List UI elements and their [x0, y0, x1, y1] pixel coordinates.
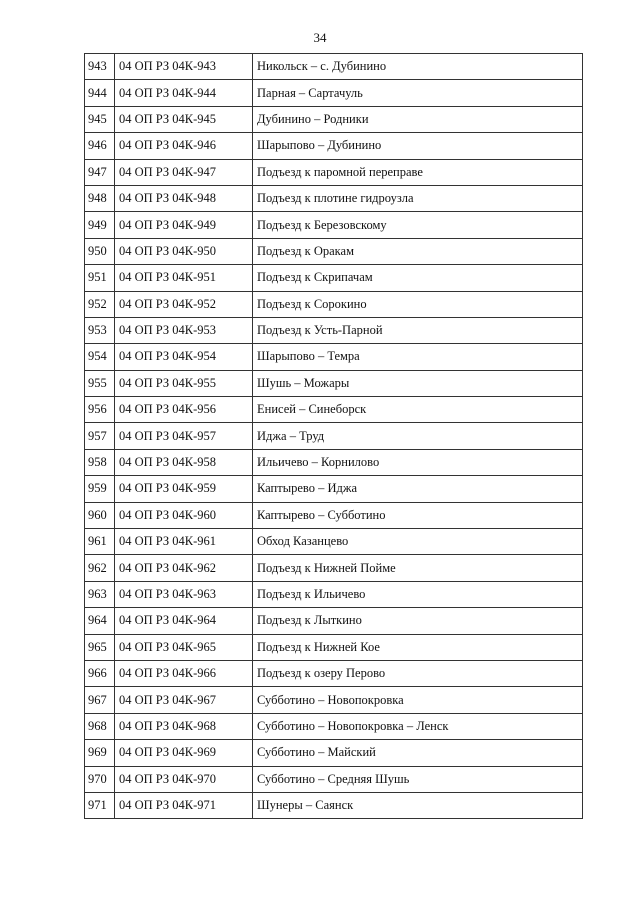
- road-code: 04 ОП РЗ 04К-947: [115, 159, 253, 185]
- roads-table: [84, 53, 583, 819]
- road-code: 04 ОП РЗ 04К-962: [115, 555, 253, 581]
- road-name: Подъезд к Нижней Пойме: [253, 555, 583, 581]
- table-row: [85, 212, 583, 238]
- row-number: 943: [85, 54, 115, 80]
- row-number: 952: [85, 291, 115, 317]
- table-row: [85, 502, 583, 528]
- table-row: [85, 54, 583, 80]
- road-code: 04 ОП РЗ 04К-966: [115, 660, 253, 686]
- table-row: [85, 397, 583, 423]
- road-name: Подъезд к плотине гидроузла: [253, 185, 583, 211]
- road-code: 04 ОП РЗ 04К-958: [115, 449, 253, 475]
- row-number: 970: [85, 766, 115, 792]
- road-code: 04 ОП РЗ 04К-971: [115, 792, 253, 818]
- road-code: 04 ОП РЗ 04К-967: [115, 687, 253, 713]
- road-name: Подъезд к озеру Перово: [253, 660, 583, 686]
- table-row: [85, 291, 583, 317]
- road-code: 04 ОП РЗ 04К-969: [115, 740, 253, 766]
- row-number: 950: [85, 238, 115, 264]
- table-row: [85, 529, 583, 555]
- road-name: Ильичево – Корнилово: [253, 449, 583, 475]
- road-name: Подъезд к Ильичево: [253, 581, 583, 607]
- road-name: Субботино – Новопокровка – Ленск: [253, 713, 583, 739]
- road-code: 04 ОП РЗ 04К-948: [115, 185, 253, 211]
- road-code: 04 ОП РЗ 04К-952: [115, 291, 253, 317]
- table-row: [85, 660, 583, 686]
- row-number: 951: [85, 265, 115, 291]
- road-code: 04 ОП РЗ 04К-957: [115, 423, 253, 449]
- road-name: Подъезд к Скрипачам: [253, 265, 583, 291]
- row-number: 965: [85, 634, 115, 660]
- table-row: [85, 449, 583, 475]
- row-number: 966: [85, 660, 115, 686]
- row-number: 955: [85, 370, 115, 396]
- table-row: [85, 106, 583, 132]
- table-row: [85, 555, 583, 581]
- table-row: [85, 265, 583, 291]
- table-row: [85, 476, 583, 502]
- road-code: 04 ОП РЗ 04К-961: [115, 529, 253, 555]
- road-code: 04 ОП РЗ 04К-959: [115, 476, 253, 502]
- road-code: 04 ОП РЗ 04К-960: [115, 502, 253, 528]
- road-name: Енисей – Синеборск: [253, 397, 583, 423]
- row-number: 963: [85, 581, 115, 607]
- road-code: 04 ОП РЗ 04К-946: [115, 133, 253, 159]
- row-number: 967: [85, 687, 115, 713]
- road-code: 04 ОП РЗ 04К-950: [115, 238, 253, 264]
- table-row: [85, 740, 583, 766]
- table-row: [85, 370, 583, 396]
- road-code: 04 ОП РЗ 04К-955: [115, 370, 253, 396]
- row-number: 947: [85, 159, 115, 185]
- table-row: [85, 792, 583, 818]
- table-row: [85, 634, 583, 660]
- road-name: Каптырево – Субботино: [253, 502, 583, 528]
- row-number: 969: [85, 740, 115, 766]
- row-number: 959: [85, 476, 115, 502]
- table-row: [85, 344, 583, 370]
- table-row: [85, 159, 583, 185]
- road-name: Каптырево – Иджа: [253, 476, 583, 502]
- road-name: Парная – Сартачуль: [253, 80, 583, 106]
- road-name: Шарыпово – Темра: [253, 344, 583, 370]
- road-name: Обход Казанцево: [253, 529, 583, 555]
- row-number: 954: [85, 344, 115, 370]
- road-code: 04 ОП РЗ 04К-963: [115, 581, 253, 607]
- row-number: 971: [85, 792, 115, 818]
- road-code: 04 ОП РЗ 04К-945: [115, 106, 253, 132]
- road-name: Подъезд к паромной переправе: [253, 159, 583, 185]
- row-number: 949: [85, 212, 115, 238]
- road-code: 04 ОП РЗ 04К-956: [115, 397, 253, 423]
- row-number: 958: [85, 449, 115, 475]
- road-name: Иджа – Труд: [253, 423, 583, 449]
- table-row: [85, 713, 583, 739]
- road-name: Подъезд к Оракам: [253, 238, 583, 264]
- row-number: 964: [85, 608, 115, 634]
- table-row: [85, 581, 583, 607]
- road-code: 04 ОП РЗ 04К-964: [115, 608, 253, 634]
- road-code: 04 ОП РЗ 04К-951: [115, 265, 253, 291]
- table-row: [85, 687, 583, 713]
- row-number: 962: [85, 555, 115, 581]
- row-number: 948: [85, 185, 115, 211]
- road-code: 04 ОП РЗ 04К-968: [115, 713, 253, 739]
- road-name: Шушь – Можары: [253, 370, 583, 396]
- road-name: Подъезд к Нижней Кое: [253, 634, 583, 660]
- table-row: [85, 80, 583, 106]
- road-name: Шунеры – Саянск: [253, 792, 583, 818]
- road-name: Подъезд к Березовскому: [253, 212, 583, 238]
- table-row: [85, 133, 583, 159]
- road-code: 04 ОП РЗ 04К-965: [115, 634, 253, 660]
- row-number: 945: [85, 106, 115, 132]
- road-code: 04 ОП РЗ 04К-970: [115, 766, 253, 792]
- table-row: [85, 185, 583, 211]
- table-row: [85, 608, 583, 634]
- road-name: Подъезд к Усть-Парной: [253, 317, 583, 343]
- road-name: Подъезд к Лыткино: [253, 608, 583, 634]
- row-number: 944: [85, 80, 115, 106]
- row-number: 961: [85, 529, 115, 555]
- road-name: Никольск – с. Дубинино: [253, 54, 583, 80]
- road-name: Подъезд к Сорокино: [253, 291, 583, 317]
- road-code: 04 ОП РЗ 04К-944: [115, 80, 253, 106]
- road-name: Субботино – Новопокровка: [253, 687, 583, 713]
- road-name: Шарыпово – Дубинино: [253, 133, 583, 159]
- row-number: 946: [85, 133, 115, 159]
- row-number: 960: [85, 502, 115, 528]
- road-name: Дубинино – Родники: [253, 106, 583, 132]
- row-number: 968: [85, 713, 115, 739]
- table-row: [85, 317, 583, 343]
- table-row: [85, 423, 583, 449]
- row-number: 953: [85, 317, 115, 343]
- road-code: 04 ОП РЗ 04К-943: [115, 54, 253, 80]
- row-number: 957: [85, 423, 115, 449]
- table-row: [85, 766, 583, 792]
- page-number: 34: [313, 30, 327, 45]
- road-name: Субботино – Майский: [253, 740, 583, 766]
- road-code: 04 ОП РЗ 04К-954: [115, 344, 253, 370]
- row-number: 956: [85, 397, 115, 423]
- road-code: 04 ОП РЗ 04К-949: [115, 212, 253, 238]
- road-code: 04 ОП РЗ 04К-953: [115, 317, 253, 343]
- road-name: Субботино – Средняя Шушь: [253, 766, 583, 792]
- table-row: [85, 238, 583, 264]
